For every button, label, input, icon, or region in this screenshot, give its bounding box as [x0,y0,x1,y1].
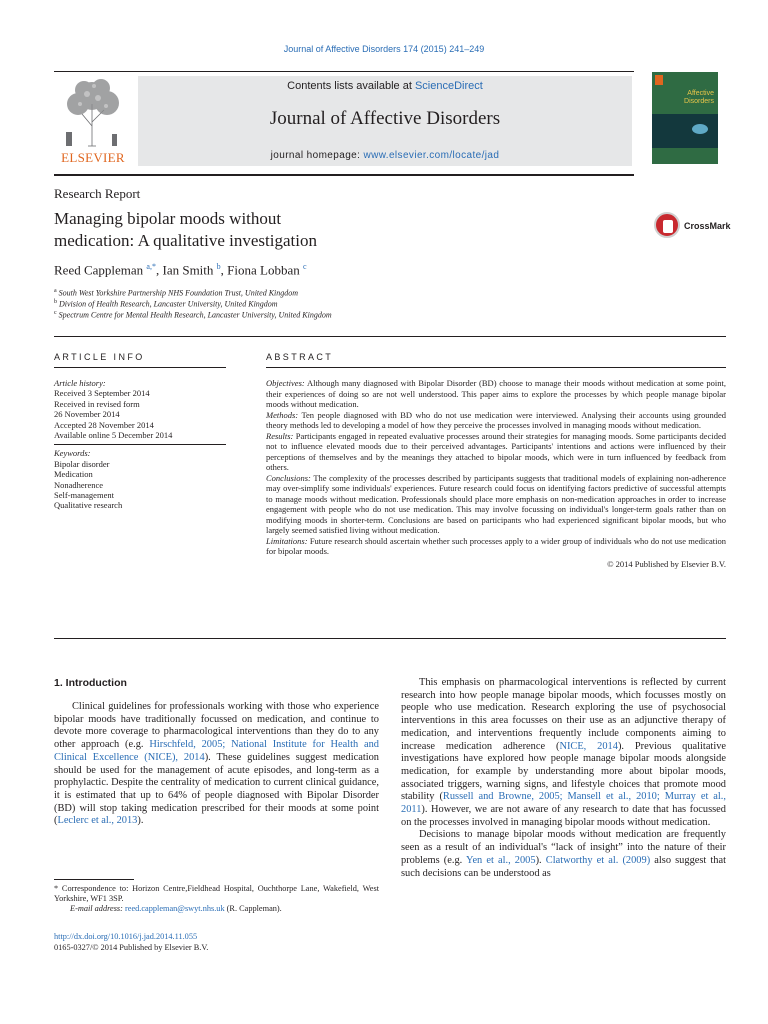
article-info-heading: ARTICLE INFO [54,352,145,362]
author-list [54,262,307,278]
citation-link[interactable]: Russell and Browne, 2005; Mansell et al., 2010; Murray et al., 2011 [401,791,726,816]
history-item: Accepted 28 November 2014 [54,419,154,430]
masthead-top-rule [54,71,634,72]
cover-eye-graphic [692,124,708,134]
author-name[interactable]: Ian Smith [162,262,214,278]
affiliation-item: $^a$ South West Yorkshire Partnership NHS Foundation Trust, United Kingdom [54,288,299,298]
author-separator: , [220,262,228,278]
abstract-results: Results: Participants engaged in repeated evaluative processes around their strategies for managing moods. Some participants decided not to influence elevated moods due to their perceived advantages. Participants' intentions and actions were influenced by their perceptions of themselves and by the meanings they attached to bipolar moods, which were in turn influenced by feedback from others. [266,430,726,472]
cover-title: Affective Disorders [684,90,714,105]
citation-link[interactable]: Clatworthy et al. (2009) [545,854,651,866]
author-affiliation-mark[interactable]: b [216,262,221,271]
crossmark-label: CrossMark [684,221,731,231]
citation-link[interactable]: NICE, 2014 [559,740,618,752]
contents-line [138,80,632,92]
journal-homepage-link[interactable]: www.elsevier.com/locate/jad [363,150,500,161]
journal-title: Journal of Affective Disorders [269,108,501,129]
sciencedirect-link[interactable]: ScienceDirect [414,80,483,92]
affiliation-item: $^c$ Spectrum Centre for Mental Health Research, Lancaster University, United Kingdom [54,310,332,320]
body-column-left [54,701,379,828]
history-item: Received in revised form [54,398,140,409]
article-info-rule [54,367,226,368]
doi-block [54,932,208,953]
correspondence-footnote [54,884,379,915]
abstract-conclusions: Conclusions: The complexity of the processes described by participants suggests that traditional models of explaining non-adherence may over-simplify some individuals' experiences. Future research could focus on identifying factors predictive of successful attempts to manage moods without medication. Professionals should place more emphasis on non-medication approaches in order to increase engagement with people who do not use medication. This may involve focussing on individual's longer-term goals rather than on modifying moods in shorter-term. Conclusions are based on participants who had experienced significant bipolar moods, but who largely seemed satisfied living without medication. [266,472,726,535]
author-affiliation-mark[interactable]: a,* [146,262,156,271]
article-title [54,208,494,252]
abstract-objectives: Objectives: Although many diagnosed with Bipolar Disorder (BD) choose to manage their moods without medication at some point, their experiences of doing so are not well understood. This paper aims to explore the processes by which people manage bipolar moods without medication. [266,378,726,409]
header-divider [54,336,726,337]
article-title-line2: medication: A qualitative investigation [54,231,317,250]
info-separator [54,444,226,445]
author-affiliation-mark[interactable]: c [302,262,307,271]
masthead-bottom-rule [54,174,634,176]
keyword: Bipolar disorder [54,458,110,469]
doi-link[interactable]: http://dx.doi.org/10.1016/j.jad.2014.11.055 [54,932,198,941]
footnote-rule [54,879,134,880]
body-column-right [401,677,726,880]
keywords-label: Keywords: [54,448,91,459]
citation-link[interactable]: Hirschfeld, 2005; National Institute for Health and Clinical Excellence (NICE), 2014 [54,739,380,763]
abstract-limitations: Limitations: Future research should ascertain whether such processes apply to a wider group of individuals who do not use medication for bipolar moods. [266,535,726,556]
crossmark-button[interactable] [654,212,744,242]
abstract-copyright: © 2014 Published by Elsevier B.V. [607,558,726,569]
keyword: Self-management [54,490,114,501]
author-separator: , [155,262,163,278]
cover-band [652,114,718,148]
email-line: E-mail address: reed.cappleman@swyt.nhs.uk (R. Cappleman). [70,904,282,914]
journal-cover-image [652,72,718,164]
history-label: Article history: [54,378,106,388]
abstract-body [266,378,726,569]
keyword: Qualitative research [54,500,123,511]
affiliation-item: $^b$ Division of Health Research, Lancaster University, United Kingdom [54,299,278,309]
crossmark-icon [654,212,680,238]
journal-homepage-line [138,150,632,161]
article-title-line1: Managing bipolar moods without [54,209,282,228]
contents-prefix: Contents lists available at [287,80,415,92]
publisher-name: ELSEVIER [61,150,125,165]
journal-citation-link[interactable]: Journal of Affective Disorders 174 (2015) 241–249 [283,44,485,54]
citation-link[interactable]: Leclerc et al., 2013 [57,815,138,827]
cover-publisher-mark [655,75,663,85]
keyword: Nonadherence [54,479,104,490]
author-name[interactable]: Reed Cappleman [54,262,144,278]
citation-link[interactable]: Yen et al., 2005 [465,854,536,866]
section-heading-introduction: 1. Introduction [54,677,127,689]
homepage-prefix: journal homepage: [270,150,364,161]
history-item: Available online 5 December 2014 [54,430,173,441]
article-info [54,378,226,511]
abstract-rule [266,367,726,368]
history-item: Received 3 September 2014 [54,388,150,399]
abstract-methods: Methods: Ten people diagnosed with BD who do not use medication were interviewed. Analysing their accounts using grounded theory methods led to developing a model of how they perceive the processes involved in managing moods without medication. [266,409,726,430]
author-name[interactable]: Fiona Lobban [227,262,300,278]
article-type: Research Report [54,186,141,201]
keyword: Medication [54,469,93,480]
abstract-heading: ABSTRACT [266,352,334,362]
abstract-divider [54,638,726,639]
issn-line: 0165-0327/© 2014 Published by Elsevier B.V. [54,942,209,952]
correspondence-address: * Correspondence to: Horizon Centre,Fieldhead Hospital, Ouchthorpe Lane, Wakefield, West Yorkshire, WF1 3SP. [54,884,379,904]
history-item: 26 November 2014 [54,409,120,420]
body-paragraph: Decisions to manage bipolar moods without medication are frequently seen as a result of an individual's “lack of insight” into the nature of their problems (e.g. Yen et al., 2005). Clatworthy et al. (2009) also suggest that such decisions can be understood as [401,829,727,879]
body-paragraph: This emphasis on pharmacological interventions is reflected by current research into how people manage bipolar moods, which focusses mostly on people who use medication. Research exploring the use of psychosocial interventions in this area focusses on their use as an adjunctive therapy of medication, and interventions frequently include components aiming to increase medication adherence (NICE, 2014). Previous qualitative investigations have explored how people manage bipolar moods alongside medication, for example by understanding more about bipolar moods, associated triggers, warning signs, and lifestyle choices that promote mood stability (Russell and Browne, 2005; Mansell et al., 2010; Murray et al., 2011). However, we are not aware of any research to date that has focussed on the processes involved in managing bipolar moods without medication. [401,677,727,828]
body-paragraph: Clinical guidelines for professionals working with those who experience bipolar moods have traditionally focussed on medication, and continue to devote more coverage to pharmacological interventions than they do to any other approach (e.g. Hirschfeld, 2005; National Institute for Health and Clinical Excellence (NICE), 2014). These guidelines suggest medication should be used for the management of acute episodes, and long-term as a prophylactic. Despite the centrality of medication to current clinical guidance, it is estimated that up to 64% of people diagnosed with Bipolar Disorder (BD) will stop taking medication prescribed for their moods at some point (Leclerc et al., 2013). [54,701,380,827]
email-link[interactable]: reed.cappleman@swyt.nhs.uk [125,904,225,914]
